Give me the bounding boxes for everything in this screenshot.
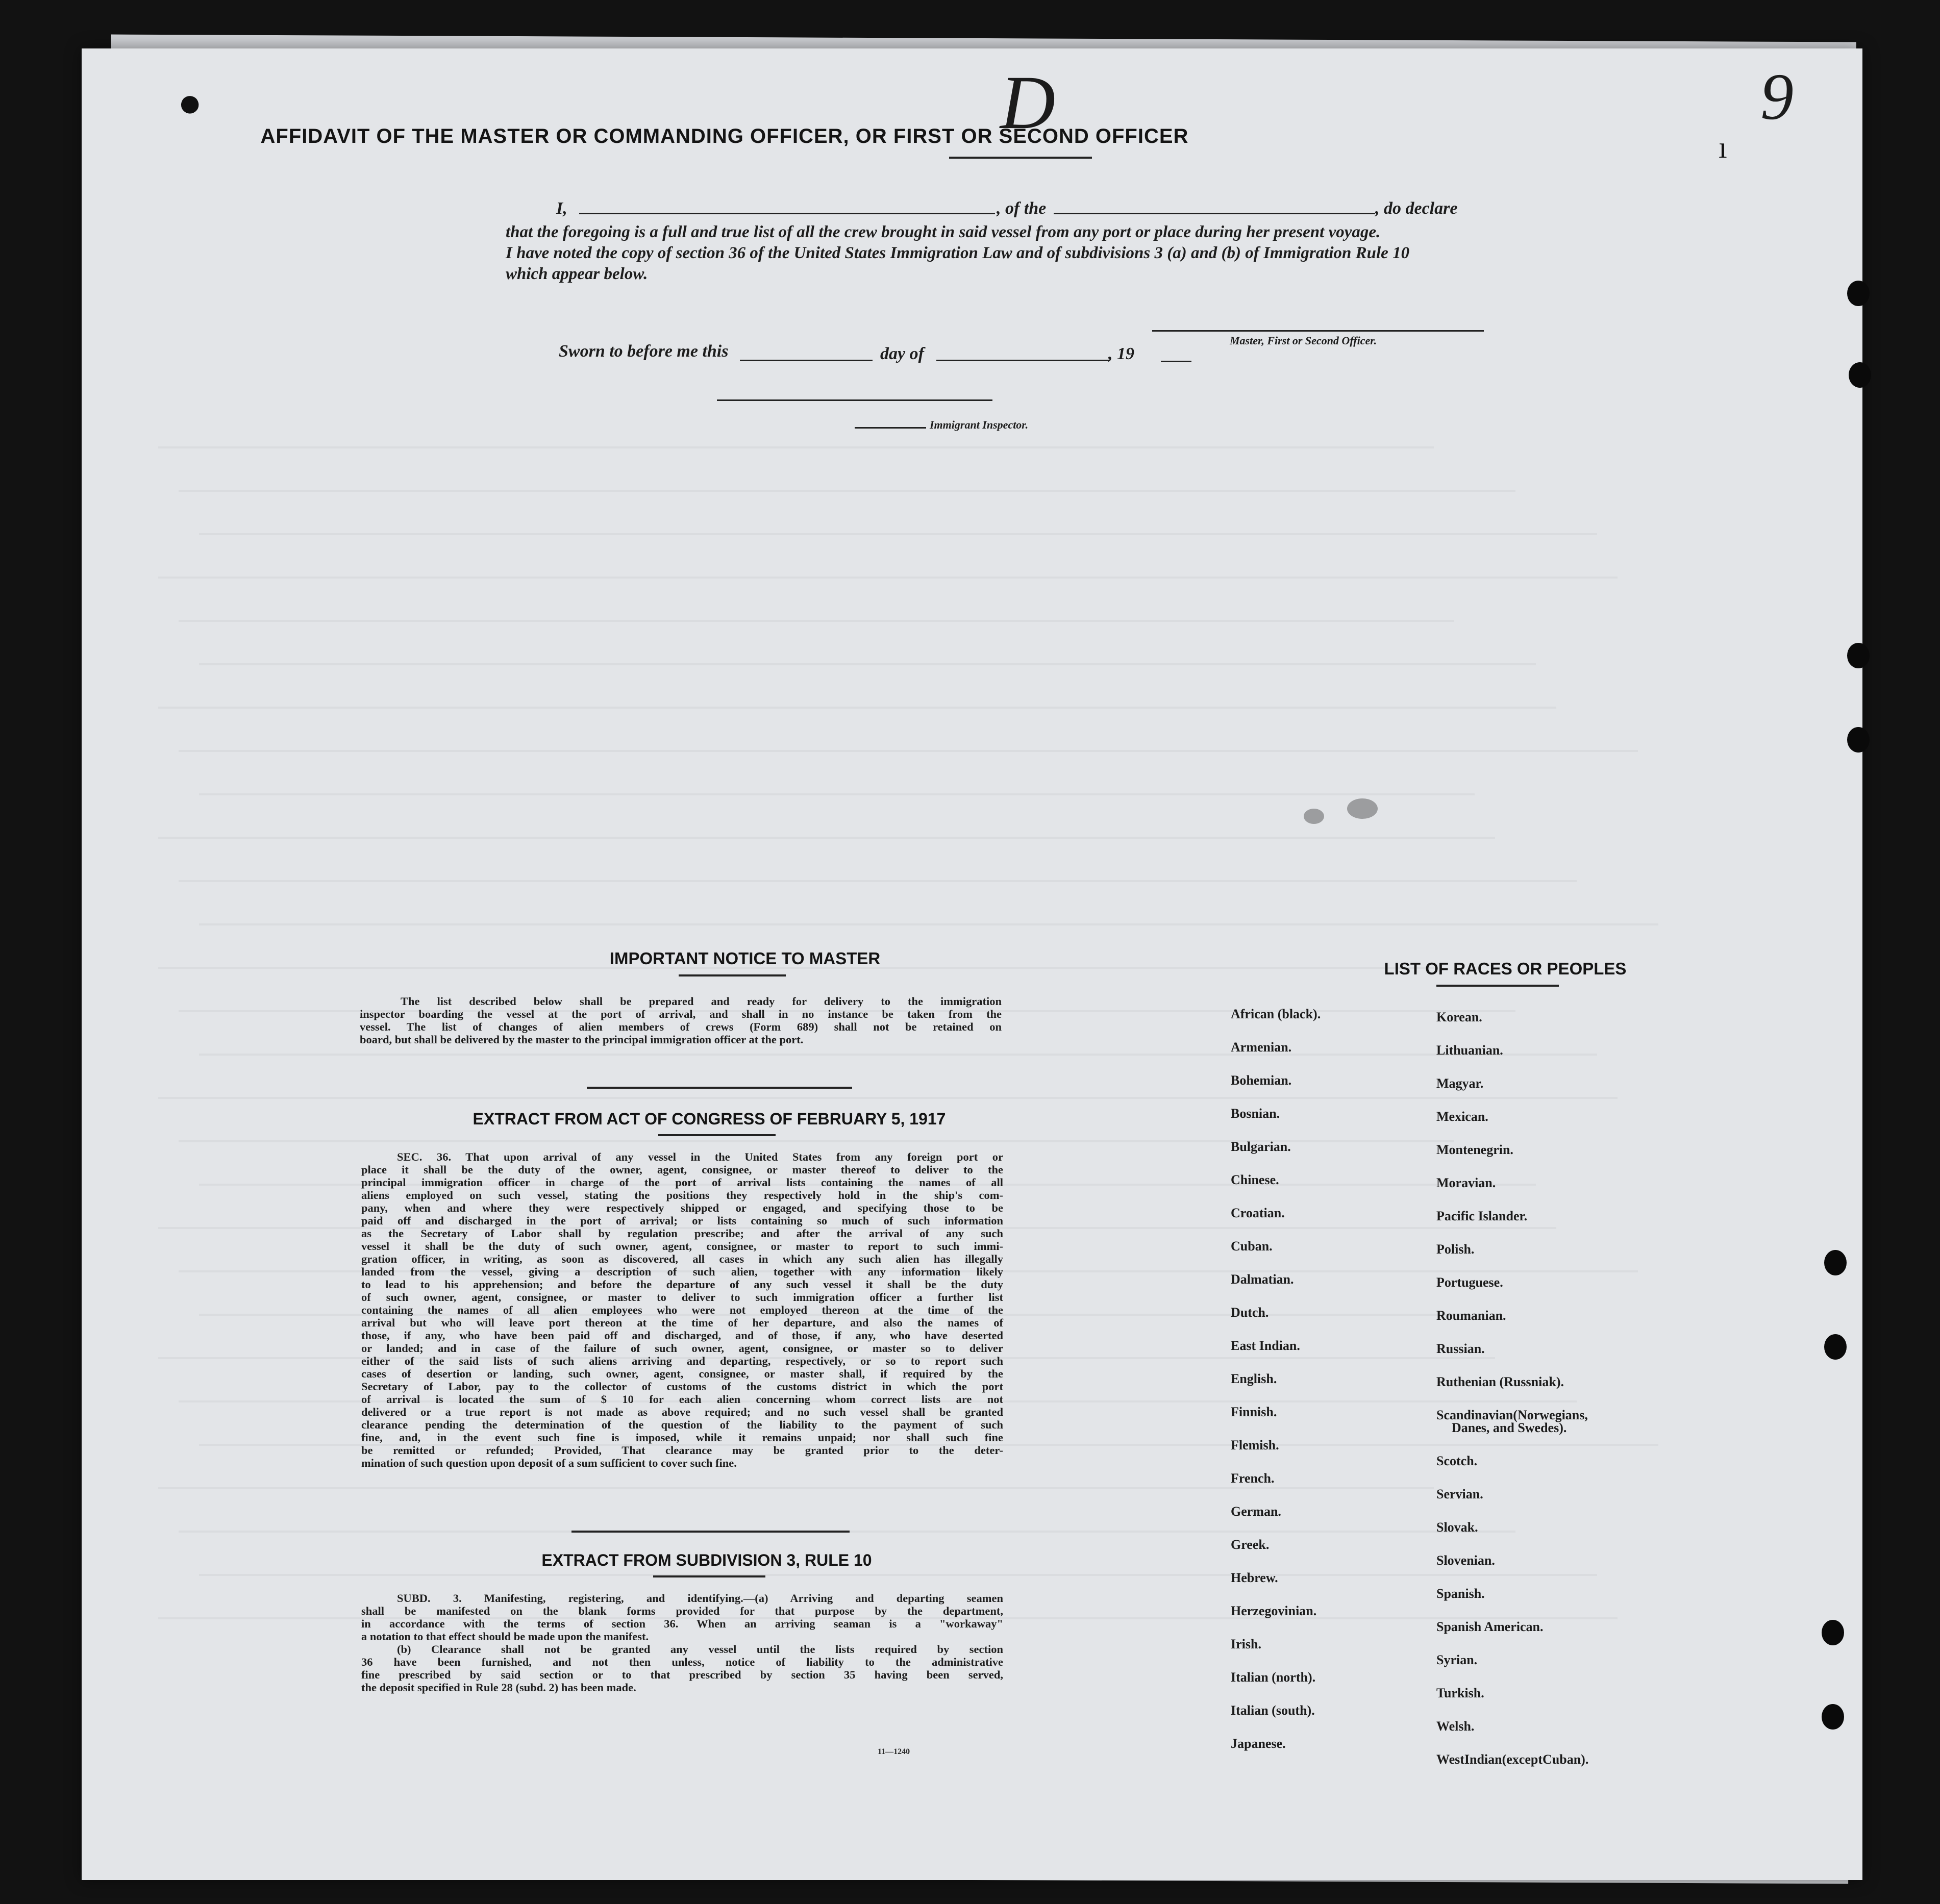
race-item: Spanish American. [1436,1619,1544,1634]
extract1-line: of such owner, agent, consignee, or master to deliver to such immigration officer a further list [361,1291,1003,1304]
master-signature-caption: Master, First or Second Officer. [1230,334,1377,347]
race-item: Spanish. [1436,1586,1485,1601]
race-item: Dutch. [1231,1305,1269,1320]
bleed-through-mark [158,1097,1618,1099]
extract-act-text [361,1150,1003,1469]
race-item: East Indian. [1231,1338,1300,1353]
extract1-line: vessel it shall be the duty of such owner, agent, consignee, or master to report to such immi- [361,1240,1003,1252]
extract1-line: as the Secretary of Labor shall by regulation prescribe; and after the arrival of any such [361,1227,1003,1240]
extract1-line: containing the names of all alien employees who were not employed thereon at the time of the [361,1304,1003,1316]
sworn-day-field[interactable] [740,360,873,361]
race-item: Croatian. [1231,1206,1285,1220]
race-item: Italian (north). [1231,1670,1316,1685]
extract2-line: (b) Clearance shall not be granted any vessel until the lists required by section [397,1643,1003,1656]
inspector-signature-field[interactable] [717,399,992,401]
race-item: Cuban. [1231,1239,1273,1254]
race-item: Finnish. [1231,1405,1277,1419]
section-divider [571,1531,850,1533]
extract1-line: delivered or a true report is not made as above required; and no such vessel shall be granted [361,1406,1003,1418]
extract1-line: of arrival is located the sum of $ 10 for each alien concerning whom correct lists are not [361,1393,1003,1406]
affidavit-body-line: which appear below. [506,265,648,283]
do-declare-label: , do declare [1375,199,1458,218]
ink-smudge [1347,798,1378,819]
race-item: Roumanian. [1436,1308,1506,1323]
affidavit-intro: I, [556,199,567,218]
race-item: Polish. [1436,1242,1475,1257]
race-item: Scotch. [1436,1453,1478,1468]
bleed-through-mark [158,1487,1434,1489]
extract1-line: those, if any, who have been paid off and discharged, and of those, if any, who have deserted [361,1329,1003,1342]
bleed-through-mark [199,1054,1597,1056]
bleed-through-mark [158,577,1618,579]
race-item: Scandinavian(Norwegians, [1436,1408,1588,1422]
of-the-label: , of the [997,199,1047,218]
extract2-line: the deposit specified in Rule 28 (subd. 2) has been made. [361,1681,636,1694]
notice-text [360,995,1002,1046]
extract1-line: or landed; and in case of the failure of such owner, agent, consignee, or master so to deliver [361,1342,1003,1355]
extract1-line: aliens employed on such vessel, stating the positions they respectively hold in the ship's com- [361,1189,1003,1201]
bleed-through-mark [158,837,1495,839]
extract1-line: either of the said lists of such aliens arriving and departing, respectively, or so to report such [361,1355,1003,1367]
sworn-year-field[interactable] [1161,361,1191,362]
bleed-through-mark [179,620,1454,622]
race-item: Bohemian. [1231,1073,1292,1088]
bleed-through-mark [179,750,1638,752]
form-number: 11—1240 [878,1747,910,1756]
affidavit-body-line: I have noted the copy of section 36 of the United States Immigration Law and of subdivisions 3 (a) and (b) of Immigration Rule 10 [506,244,1410,262]
notice-title: IMPORTANT NOTICE TO MASTER [609,949,881,968]
affidavit-title: AFFIDAVIT OF THE MASTER OR COMMANDING OFFICER, OR FIRST OR SECOND OFFICER [260,125,1189,147]
extract-act-title: EXTRACT FROM ACT OF CONGRESS OF FEBRUARY 5, 1917 [472,1110,946,1128]
race-item: German. [1231,1504,1281,1519]
handwritten-letter: D [1000,60,1056,145]
title-underline [949,157,1092,159]
race-item: Bulgarian. [1231,1139,1291,1154]
extract1-line: be remitted or refunded; Provided, That clearance may be granted prior to the deter- [361,1444,1003,1457]
handwritten-number: 9 [1760,60,1794,134]
extract2-line: a notation to that effect should be made upon the manifest. [361,1630,649,1643]
ink-smudge [1304,809,1324,824]
punch-hole [1847,643,1870,668]
punch-hole [1822,1704,1844,1730]
race-item: Montenegrin. [1436,1142,1513,1157]
year-label: , 19 [1108,344,1134,363]
extract1-line: pany, when and where they were respectively shipped or engaged, and specifying those to be [361,1201,1003,1214]
race-item: Slovak. [1436,1519,1478,1535]
race-item: English. [1231,1371,1277,1386]
affidavit-body [506,222,1562,285]
bleed-through-mark [158,446,1434,448]
extract-rule-underline [653,1575,765,1577]
margin-tick-mark: ı [1719,131,1727,164]
race-item: Ruthenian (Russniak). [1436,1374,1564,1389]
race-item: Pacific Islander. [1436,1209,1528,1223]
races-title-underline [1436,985,1559,987]
extract1-line: Secretary of Labor, pay to the collector of customs of the customs district in which the port [361,1380,1003,1393]
race-item: Portuguese. [1436,1275,1503,1290]
race-item: Magyar. [1436,1076,1484,1091]
race-item: Syrian. [1436,1652,1478,1667]
extract1-line: landed from the vessel, giving a description of such alien, together with any information likely [361,1265,1003,1278]
extract2-line: 36 have been furnished, and not then unless, notice of liability to the administrative [361,1656,1003,1668]
extract1-line: clearance pending the determination of the question of the liability to the payment of such [361,1418,1003,1431]
race-item: WestIndian(exceptCuban). [1436,1751,1589,1767]
race-item: Servian. [1436,1486,1483,1501]
punch-hole [1847,281,1870,306]
notice-line: vessel. The list of changes of alien members of crews (Form 689) shall not be retained on [360,1020,1002,1033]
race-item: Turkish. [1436,1685,1484,1700]
race-item: Armenian. [1231,1040,1292,1055]
extract-rule-title: EXTRACT FROM SUBDIVISION 3, RULE 10 [541,1551,872,1569]
affidavit-body-line: that the foregoing is a full and true list of all the crew brought in said vessel from any port or place during her present voyage. [506,223,1381,241]
bleed-through-mark [179,490,1515,492]
race-item: Flemish. [1231,1438,1279,1452]
race-item: Slovenian. [1436,1552,1495,1568]
race-item: Greek. [1231,1537,1270,1552]
master-signature-field[interactable] [1152,330,1484,332]
race-item: Korean. [1436,1010,1482,1024]
bleed-through-mark [158,707,1556,709]
extract2-line: shall be manifested on the blank forms provided for that purpose by the department, [361,1605,1003,1617]
document-page [82,48,1862,1880]
race-item: African (black). [1231,1007,1321,1021]
day-of-label: day of [880,344,924,363]
bleed-through-mark [199,533,1597,535]
extract1-line: mination of such question upon deposit of a sum sufficient to cover such fine. [361,1457,737,1469]
bleed-through-mark [199,793,1475,795]
notice-line: board, but shall be delivered by the master to the principal immigration officer at the port. [360,1033,804,1046]
race-item: Danes, and Swedes). [1452,1420,1567,1435]
race-item: Lithuanian. [1436,1043,1503,1058]
extract2-line: fine prescribed by said section or to that prescribed by section 35 having been served, [361,1668,1003,1681]
sworn-month-field[interactable] [936,360,1110,361]
race-item: Chinese. [1231,1172,1279,1187]
race-item: Italian (south). [1231,1703,1315,1718]
bleed-through-mark [179,880,1577,882]
race-item: Irish. [1231,1637,1261,1651]
extract1-line: to lead to his apprehension; and before the departure of any such vessel it shall be the duty [361,1278,1003,1291]
punch-hole [1824,1250,1847,1275]
extract1-line: gration officer, in writing, as soon as discovered, all cases in which any such alien has illegally [361,1252,1003,1265]
sworn-label: Sworn to before me this [559,342,729,361]
extract2-line: SUBD. 3. Manifesting, registering, and identifying.—(a) Arriving and departing seamen [397,1592,1003,1605]
extract1-line: paid off and discharged in the port of arrival; or lists containing so much of such information [361,1214,1003,1227]
extract1-line: place it shall be the duty of the owner, agent, consignee, or master thereof to deliver to the [361,1163,1003,1176]
race-item: Russian. [1436,1341,1485,1356]
corner-ink-mark: ● [178,80,203,125]
extract1-line: fine, and, in the event such fine is imposed, while it remains unpaid; nor shall such fine [361,1431,1003,1444]
extract-rule-text [361,1592,1003,1694]
race-item: Dalmatian. [1231,1272,1294,1287]
notice-line: inspector boarding the vessel at the port of arrival, and shall in no instance be taken from the [360,1008,1002,1020]
section-divider [587,1087,852,1089]
bleed-through-mark [199,1574,1597,1576]
extract1-line: SEC. 36. That upon arrival of any vessel in the United States from any foreign port or [397,1150,1003,1163]
inspector-caption-rule [855,427,926,429]
race-item: Welsh. [1436,1718,1475,1734]
inspector-caption: Immigrant Inspector. [930,418,1029,431]
extract1-line: arrival but who will leave port thereon at the time of her departure, and also the names of [361,1316,1003,1329]
bleed-through-mark [199,663,1536,665]
extract-act-underline [658,1134,776,1136]
punch-hole [1824,1334,1847,1360]
races-title: LIST OF RACES OR PEOPLES [1384,959,1627,978]
punch-hole [1822,1620,1844,1645]
race-item: Herzegovinian. [1231,1604,1317,1618]
punch-hole [1847,727,1870,753]
vessel-name-field[interactable] [1054,213,1375,214]
extract2-line: in accordance with the terms of section 36. When an arriving seaman is a "workaway" [361,1617,1003,1630]
extract1-line: principal immigration officer in charge of the port of arrival lists containing the names of all [361,1176,1003,1189]
bleed-through-mark [199,923,1658,925]
extract1-line: cases of desertion or landing, such owner, agent, consignee, or master shall, if required by the [361,1367,1003,1380]
punch-hole [1849,362,1871,388]
master-name-field[interactable] [579,213,995,214]
notice-title-underline [679,974,786,976]
race-item: Moravian. [1436,1175,1496,1190]
race-item: Hebrew. [1231,1570,1278,1585]
race-item: Mexican. [1436,1109,1488,1124]
race-item: Japanese. [1231,1736,1286,1751]
notice-line: The list described below shall be prepared and ready for delivery to the immigration [401,995,1002,1008]
race-item: French. [1231,1471,1275,1486]
race-item: Bosnian. [1231,1106,1280,1121]
